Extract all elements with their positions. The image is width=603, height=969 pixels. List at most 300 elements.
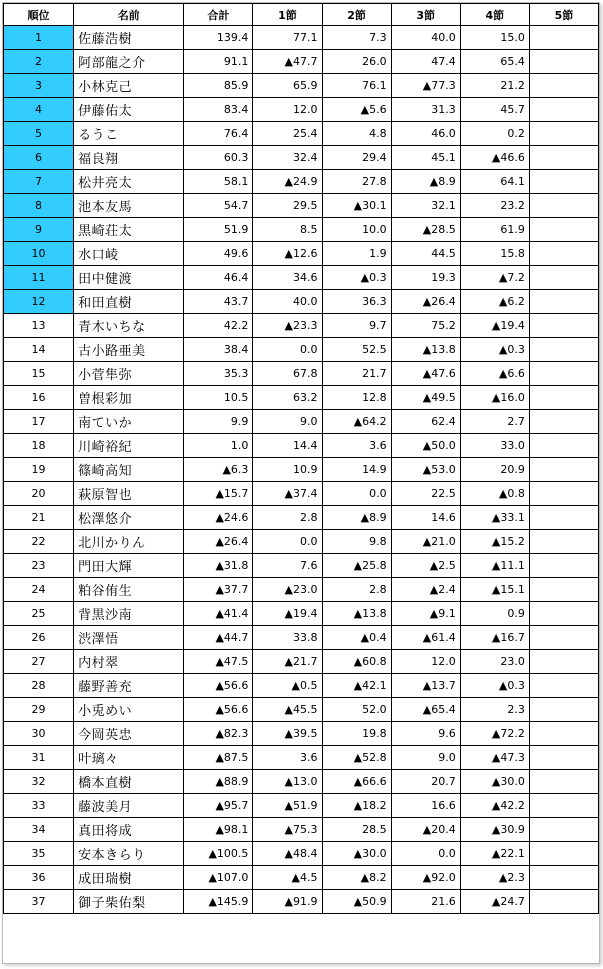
table-row <box>4 458 599 482</box>
round-1-cell: 8.5 <box>253 218 322 242</box>
round-3-cell: 75.2 <box>391 314 460 338</box>
total-cell: 46.4 <box>184 266 253 290</box>
round-2-cell: 21.7 <box>322 362 391 386</box>
table-row <box>4 794 599 818</box>
name-cell: 篠崎高知 <box>74 458 184 482</box>
round-5-cell <box>529 578 598 602</box>
round-1-cell: ▲91.9 <box>253 890 322 914</box>
rank-cell: 27 <box>4 650 74 674</box>
round-4-cell: ▲72.2 <box>460 722 529 746</box>
rank-cell: 6 <box>4 146 74 170</box>
round-5-cell <box>529 530 598 554</box>
standings-sheet <box>2 2 600 964</box>
round-1-cell: ▲47.7 <box>253 50 322 74</box>
total-cell: 49.6 <box>184 242 253 266</box>
round-3-cell: 46.0 <box>391 122 460 146</box>
table-row <box>4 482 599 506</box>
round-3-cell: ▲53.0 <box>391 458 460 482</box>
round-4-cell: 45.7 <box>460 98 529 122</box>
table-row <box>4 506 599 530</box>
name-cell: 萩原智也 <box>74 482 184 506</box>
round-5-cell <box>529 602 598 626</box>
round-5-cell <box>529 50 598 74</box>
name-cell: 藤波美月 <box>74 794 184 818</box>
table-row <box>4 818 599 842</box>
rank-cell: 20 <box>4 482 74 506</box>
name-cell: 佐藤浩樹 <box>74 26 184 50</box>
rank-cell: 37 <box>4 890 74 914</box>
round-5-cell <box>529 770 598 794</box>
rank-cell: 11 <box>4 266 74 290</box>
total-cell: 54.7 <box>184 194 253 218</box>
round-3-cell: 32.1 <box>391 194 460 218</box>
total-cell: 83.4 <box>184 98 253 122</box>
round-2-cell: 4.8 <box>322 122 391 146</box>
rank-cell: 16 <box>4 386 74 410</box>
total-cell: ▲41.4 <box>184 602 253 626</box>
header-name: 名前 <box>74 4 184 26</box>
header-total: 合計 <box>184 4 253 26</box>
round-2-cell: 9.7 <box>322 314 391 338</box>
round-4-cell: ▲30.9 <box>460 818 529 842</box>
table-row <box>4 602 599 626</box>
header-round-1: 1節 <box>253 4 322 26</box>
round-4-cell: 61.9 <box>460 218 529 242</box>
total-cell: ▲26.4 <box>184 530 253 554</box>
rank-cell: 13 <box>4 314 74 338</box>
rank-cell: 1 <box>4 26 74 50</box>
table-row <box>4 170 599 194</box>
header-round-2: 2節 <box>322 4 391 26</box>
round-2-cell: 7.3 <box>322 26 391 50</box>
round-5-cell <box>529 74 598 98</box>
round-2-cell: 12.8 <box>322 386 391 410</box>
round-1-cell: ▲45.5 <box>253 698 322 722</box>
round-1-cell: 10.9 <box>253 458 322 482</box>
round-1-cell: 67.8 <box>253 362 322 386</box>
round-4-cell: ▲0.8 <box>460 482 529 506</box>
round-5-cell <box>529 554 598 578</box>
name-cell: 川崎裕紀 <box>74 434 184 458</box>
name-cell: 池本友馬 <box>74 194 184 218</box>
table-row <box>4 626 599 650</box>
name-cell: 阿部龍之介 <box>74 50 184 74</box>
round-3-cell: 9.6 <box>391 722 460 746</box>
round-5-cell <box>529 218 598 242</box>
round-4-cell: ▲0.3 <box>460 674 529 698</box>
round-3-cell: ▲21.0 <box>391 530 460 554</box>
table-row <box>4 434 599 458</box>
round-4-cell: ▲47.3 <box>460 746 529 770</box>
total-cell: ▲56.6 <box>184 674 253 698</box>
rank-cell: 34 <box>4 818 74 842</box>
round-2-cell: 3.6 <box>322 434 391 458</box>
total-cell: ▲88.9 <box>184 770 253 794</box>
name-cell: 渋澤悟 <box>74 626 184 650</box>
round-3-cell: ▲9.1 <box>391 602 460 626</box>
name-cell: 古小路亜美 <box>74 338 184 362</box>
round-1-cell: 40.0 <box>253 290 322 314</box>
rank-cell: 23 <box>4 554 74 578</box>
table-row <box>4 122 599 146</box>
round-3-cell: 22.5 <box>391 482 460 506</box>
rank-cell: 12 <box>4 290 74 314</box>
standings-table <box>3 3 599 914</box>
total-cell: 43.7 <box>184 290 253 314</box>
name-cell: 藤野善充 <box>74 674 184 698</box>
round-5-cell <box>529 842 598 866</box>
round-3-cell: ▲26.4 <box>391 290 460 314</box>
rank-cell: 26 <box>4 626 74 650</box>
total-cell: ▲6.3 <box>184 458 253 482</box>
round-1-cell: 2.8 <box>253 506 322 530</box>
round-2-cell: 28.5 <box>322 818 391 842</box>
round-2-cell: 10.0 <box>322 218 391 242</box>
round-5-cell <box>529 146 598 170</box>
round-5-cell <box>529 98 598 122</box>
total-cell: 10.5 <box>184 386 253 410</box>
round-2-cell: 9.8 <box>322 530 391 554</box>
round-5-cell <box>529 818 598 842</box>
name-cell: 南ていか <box>74 410 184 434</box>
name-cell: 内村翠 <box>74 650 184 674</box>
name-cell: 和田直樹 <box>74 290 184 314</box>
name-cell: 小菅隼弥 <box>74 362 184 386</box>
round-5-cell <box>529 386 598 410</box>
total-cell: 35.3 <box>184 362 253 386</box>
table-row <box>4 410 599 434</box>
rank-cell: 25 <box>4 602 74 626</box>
header-round-5: 5節 <box>529 4 598 26</box>
table-row <box>4 314 599 338</box>
round-5-cell <box>529 290 598 314</box>
round-1-cell: 33.8 <box>253 626 322 650</box>
round-3-cell: ▲61.4 <box>391 626 460 650</box>
round-1-cell: ▲48.4 <box>253 842 322 866</box>
round-5-cell <box>529 26 598 50</box>
rank-cell: 22 <box>4 530 74 554</box>
round-5-cell <box>529 482 598 506</box>
round-2-cell: 27.8 <box>322 170 391 194</box>
round-3-cell: 62.4 <box>391 410 460 434</box>
round-4-cell: ▲2.3 <box>460 866 529 890</box>
round-5-cell <box>529 890 598 914</box>
round-3-cell: 21.6 <box>391 890 460 914</box>
round-1-cell: 65.9 <box>253 74 322 98</box>
round-5-cell <box>529 698 598 722</box>
round-4-cell: 21.2 <box>460 74 529 98</box>
round-2-cell: 14.9 <box>322 458 391 482</box>
total-cell: ▲56.6 <box>184 698 253 722</box>
name-cell: 水口崚 <box>74 242 184 266</box>
round-3-cell: ▲28.5 <box>391 218 460 242</box>
round-4-cell: 23.2 <box>460 194 529 218</box>
round-5-cell <box>529 794 598 818</box>
table-row <box>4 842 599 866</box>
table-row <box>4 26 599 50</box>
round-3-cell: 9.0 <box>391 746 460 770</box>
name-cell: 青木いちな <box>74 314 184 338</box>
rank-cell: 18 <box>4 434 74 458</box>
table-row <box>4 674 599 698</box>
round-3-cell: 20.7 <box>391 770 460 794</box>
name-cell: 小林克己 <box>74 74 184 98</box>
round-1-cell: ▲23.0 <box>253 578 322 602</box>
round-3-cell: ▲20.4 <box>391 818 460 842</box>
round-1-cell: 3.6 <box>253 746 322 770</box>
round-1-cell: 0.0 <box>253 530 322 554</box>
round-4-cell: ▲16.7 <box>460 626 529 650</box>
round-1-cell: ▲37.4 <box>253 482 322 506</box>
round-1-cell: 0.0 <box>253 338 322 362</box>
round-3-cell: ▲92.0 <box>391 866 460 890</box>
name-cell: 橋本直樹 <box>74 770 184 794</box>
name-cell: 門田大輝 <box>74 554 184 578</box>
round-1-cell: 12.0 <box>253 98 322 122</box>
round-5-cell <box>529 314 598 338</box>
round-3-cell: ▲77.3 <box>391 74 460 98</box>
table-row <box>4 746 599 770</box>
table-row <box>4 98 599 122</box>
rank-cell: 8 <box>4 194 74 218</box>
round-2-cell: ▲18.2 <box>322 794 391 818</box>
round-4-cell: 65.4 <box>460 50 529 74</box>
total-cell: ▲15.7 <box>184 482 253 506</box>
round-4-cell: ▲33.1 <box>460 506 529 530</box>
total-cell: ▲98.1 <box>184 818 253 842</box>
round-1-cell: ▲21.7 <box>253 650 322 674</box>
round-4-cell: ▲46.6 <box>460 146 529 170</box>
rank-cell: 10 <box>4 242 74 266</box>
round-2-cell: 52.0 <box>322 698 391 722</box>
round-4-cell: ▲0.3 <box>460 338 529 362</box>
rank-cell: 21 <box>4 506 74 530</box>
round-5-cell <box>529 650 598 674</box>
rank-cell: 9 <box>4 218 74 242</box>
table-row <box>4 194 599 218</box>
total-cell: 42.2 <box>184 314 253 338</box>
table-row <box>4 386 599 410</box>
round-1-cell: ▲75.3 <box>253 818 322 842</box>
round-1-cell: 77.1 <box>253 26 322 50</box>
round-2-cell: ▲52.8 <box>322 746 391 770</box>
rank-cell: 15 <box>4 362 74 386</box>
total-cell: ▲145.9 <box>184 890 253 914</box>
round-1-cell: ▲24.9 <box>253 170 322 194</box>
round-5-cell <box>529 194 598 218</box>
header-rank: 順位 <box>4 4 74 26</box>
total-cell: ▲31.8 <box>184 554 253 578</box>
table-row <box>4 866 599 890</box>
total-cell: ▲24.6 <box>184 506 253 530</box>
round-4-cell: ▲6.2 <box>460 290 529 314</box>
round-3-cell: ▲49.5 <box>391 386 460 410</box>
round-5-cell <box>529 242 598 266</box>
total-cell: ▲44.7 <box>184 626 253 650</box>
round-2-cell: 26.0 <box>322 50 391 74</box>
round-3-cell: 16.6 <box>391 794 460 818</box>
table-row <box>4 530 599 554</box>
round-5-cell <box>529 866 598 890</box>
round-2-cell: ▲64.2 <box>322 410 391 434</box>
round-3-cell: ▲2.5 <box>391 554 460 578</box>
name-cell: 黒崎荘太 <box>74 218 184 242</box>
rank-cell: 35 <box>4 842 74 866</box>
table-row <box>4 698 599 722</box>
table-row <box>4 650 599 674</box>
name-cell: 叶璃々 <box>74 746 184 770</box>
round-1-cell: ▲39.5 <box>253 722 322 746</box>
table-row <box>4 218 599 242</box>
round-1-cell: ▲23.3 <box>253 314 322 338</box>
round-4-cell: 0.9 <box>460 602 529 626</box>
round-2-cell: 1.9 <box>322 242 391 266</box>
rank-cell: 29 <box>4 698 74 722</box>
table-row <box>4 890 599 914</box>
name-cell: 伊藤佑太 <box>74 98 184 122</box>
name-cell: 安本きらり <box>74 842 184 866</box>
round-5-cell <box>529 266 598 290</box>
round-3-cell: 0.0 <box>391 842 460 866</box>
round-2-cell: 52.5 <box>322 338 391 362</box>
round-2-cell: 36.3 <box>322 290 391 314</box>
round-3-cell: ▲50.0 <box>391 434 460 458</box>
name-cell: 松澤悠介 <box>74 506 184 530</box>
round-1-cell: ▲19.4 <box>253 602 322 626</box>
round-4-cell: ▲15.1 <box>460 578 529 602</box>
round-5-cell <box>529 506 598 530</box>
header-round-4: 4節 <box>460 4 529 26</box>
round-4-cell: 2.3 <box>460 698 529 722</box>
round-3-cell: ▲13.7 <box>391 674 460 698</box>
round-2-cell: 2.8 <box>322 578 391 602</box>
rank-cell: 32 <box>4 770 74 794</box>
rank-cell: 5 <box>4 122 74 146</box>
round-4-cell: ▲24.7 <box>460 890 529 914</box>
name-cell: 松井亮太 <box>74 170 184 194</box>
round-5-cell <box>529 362 598 386</box>
round-4-cell: 64.1 <box>460 170 529 194</box>
round-3-cell: 19.3 <box>391 266 460 290</box>
round-4-cell: 2.7 <box>460 410 529 434</box>
round-1-cell: ▲13.0 <box>253 770 322 794</box>
round-5-cell <box>529 170 598 194</box>
round-5-cell <box>529 410 598 434</box>
name-cell: 曽根彩加 <box>74 386 184 410</box>
round-1-cell: 9.0 <box>253 410 322 434</box>
round-2-cell: ▲42.1 <box>322 674 391 698</box>
round-4-cell: ▲15.2 <box>460 530 529 554</box>
round-2-cell: ▲66.6 <box>322 770 391 794</box>
name-cell: 粕谷侑生 <box>74 578 184 602</box>
rank-cell: 17 <box>4 410 74 434</box>
rank-cell: 33 <box>4 794 74 818</box>
rank-cell: 2 <box>4 50 74 74</box>
round-2-cell: 19.8 <box>322 722 391 746</box>
name-cell: 背黒沙南 <box>74 602 184 626</box>
round-2-cell: 29.4 <box>322 146 391 170</box>
name-cell: 福良翔 <box>74 146 184 170</box>
name-cell: 北川かりん <box>74 530 184 554</box>
round-3-cell: ▲65.4 <box>391 698 460 722</box>
round-2-cell: ▲30.1 <box>322 194 391 218</box>
round-5-cell <box>529 338 598 362</box>
round-2-cell: ▲30.0 <box>322 842 391 866</box>
round-2-cell: ▲0.4 <box>322 626 391 650</box>
table-row <box>4 362 599 386</box>
round-2-cell: 76.1 <box>322 74 391 98</box>
header-round-3: 3節 <box>391 4 460 26</box>
total-cell: 38.4 <box>184 338 253 362</box>
round-5-cell <box>529 458 598 482</box>
round-2-cell: 0.0 <box>322 482 391 506</box>
round-4-cell: 20.9 <box>460 458 529 482</box>
round-4-cell: ▲16.0 <box>460 386 529 410</box>
round-3-cell: 45.1 <box>391 146 460 170</box>
total-cell: ▲47.5 <box>184 650 253 674</box>
total-cell: 85.9 <box>184 74 253 98</box>
rank-cell: 24 <box>4 578 74 602</box>
total-cell: 9.9 <box>184 410 253 434</box>
round-3-cell: 31.3 <box>391 98 460 122</box>
round-4-cell: 0.2 <box>460 122 529 146</box>
round-3-cell: 12.0 <box>391 650 460 674</box>
name-cell: るうこ <box>74 122 184 146</box>
round-5-cell <box>529 122 598 146</box>
round-1-cell: ▲4.5 <box>253 866 322 890</box>
total-cell: ▲37.7 <box>184 578 253 602</box>
round-5-cell <box>529 626 598 650</box>
round-3-cell: 44.5 <box>391 242 460 266</box>
round-1-cell: 34.6 <box>253 266 322 290</box>
total-cell: ▲100.5 <box>184 842 253 866</box>
table-row <box>4 50 599 74</box>
round-1-cell: 29.5 <box>253 194 322 218</box>
round-2-cell: ▲5.6 <box>322 98 391 122</box>
rank-cell: 36 <box>4 866 74 890</box>
total-cell: ▲107.0 <box>184 866 253 890</box>
round-4-cell: ▲30.0 <box>460 770 529 794</box>
total-cell: 1.0 <box>184 434 253 458</box>
round-5-cell <box>529 674 598 698</box>
round-2-cell: ▲8.2 <box>322 866 391 890</box>
name-cell: 御子柴佑梨 <box>74 890 184 914</box>
rank-cell: 4 <box>4 98 74 122</box>
round-4-cell: ▲7.2 <box>460 266 529 290</box>
total-cell: 51.9 <box>184 218 253 242</box>
round-3-cell: ▲13.8 <box>391 338 460 362</box>
round-2-cell: ▲50.9 <box>322 890 391 914</box>
round-4-cell: ▲6.6 <box>460 362 529 386</box>
round-4-cell: 15.0 <box>460 26 529 50</box>
name-cell: 成田瑞樹 <box>74 866 184 890</box>
round-1-cell: 63.2 <box>253 386 322 410</box>
total-cell: 76.4 <box>184 122 253 146</box>
round-1-cell: 14.4 <box>253 434 322 458</box>
total-cell: 58.1 <box>184 170 253 194</box>
round-3-cell: ▲47.6 <box>391 362 460 386</box>
name-cell: 今岡英忠 <box>74 722 184 746</box>
round-2-cell: ▲13.8 <box>322 602 391 626</box>
round-5-cell <box>529 434 598 458</box>
round-1-cell: 25.4 <box>253 122 322 146</box>
round-1-cell: 32.4 <box>253 146 322 170</box>
total-cell: 60.3 <box>184 146 253 170</box>
table-row <box>4 722 599 746</box>
round-4-cell: 15.8 <box>460 242 529 266</box>
round-2-cell: ▲60.8 <box>322 650 391 674</box>
total-cell: ▲95.7 <box>184 794 253 818</box>
